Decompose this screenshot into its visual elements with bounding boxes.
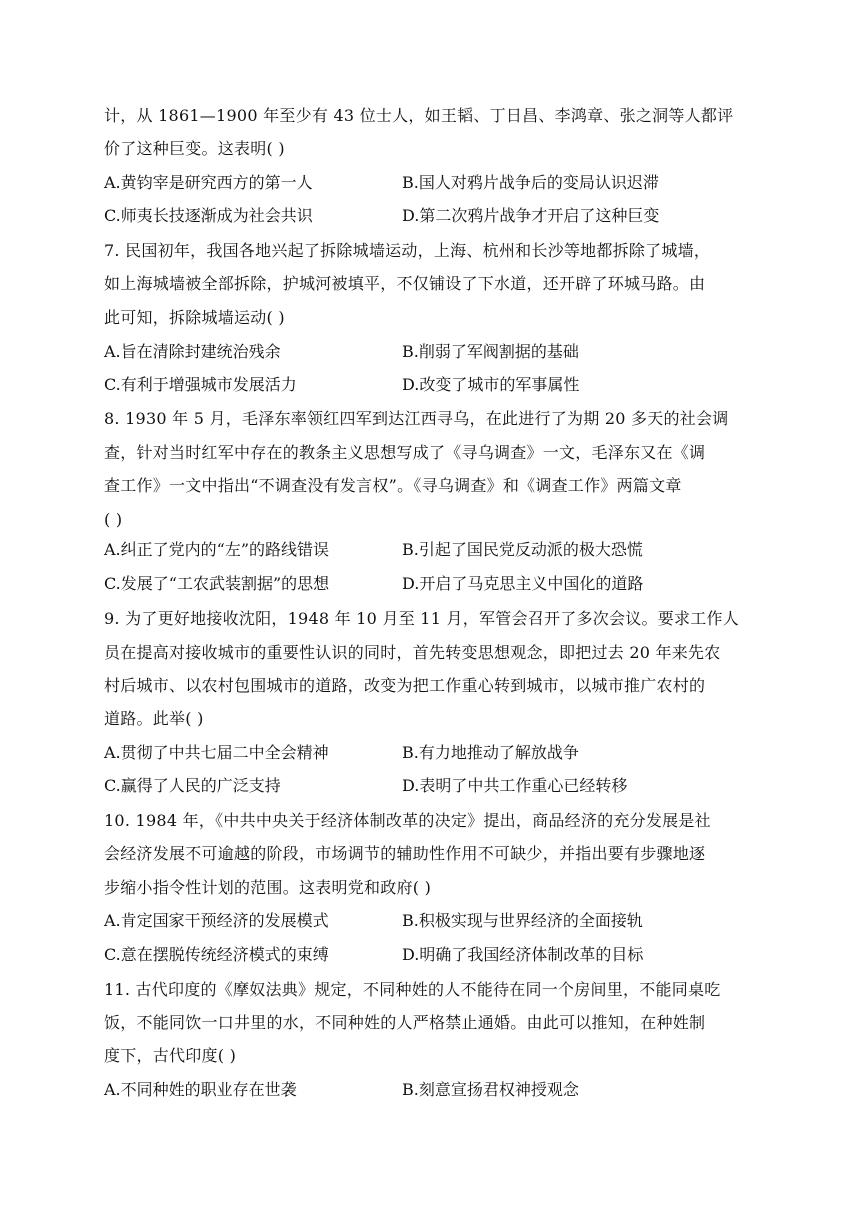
q10-stem-line: 会经济发展不可逾越的阶段，市场调节的辅助性作用不可缺少，并指出要有步骤地逐 (104, 844, 706, 863)
q10-stem-line: 10. 1984 年，《中共中央关于经济体制改革的决定》提出，商品经济的充分发展是社 (104, 811, 711, 830)
q11-option-a: A.不同种姓的职业存在世袭 (104, 1080, 297, 1099)
q6-stem-line: 价了这种巨变。这表明( ) (104, 139, 285, 158)
q11-option-b: B.刻意宣扬君权神授观念 (402, 1080, 579, 1099)
q8-option-c: C.发展了“工农武装割据”的思想 (104, 574, 330, 593)
q8-stem-line: 查工作》一文中指出“不调查没有发言权”。《寻乌调查》和《调查工作》两篇文章 (104, 476, 682, 495)
q10-option-d: D.明确了我国经济体制改革的目标 (402, 945, 644, 964)
q9-stem-line: 村后城市、以农村包围城市的道路，改变为把工作重心转到城市，以城市推广农村的 (104, 676, 706, 695)
q10-option-a: A.肯定国家干预经济的发展模式 (104, 911, 329, 930)
q9-stem-line: 9. 为了更好地接收沈阳，1948 年 10 月至 11 月，军管会召开了多次会议。要求工作人 (104, 609, 739, 628)
q11-stem-line: 饭，不能同饮一口井里的水，不同种姓的人严格禁止通婚。由此可以推知，在种姓制 (104, 1013, 706, 1032)
q7-stem-line: 此可知，拆除城墙运动( ) (104, 308, 285, 327)
q6-option-d: D.第二次鸦片战争才开启了这种巨变 (402, 206, 660, 225)
q6-option-a: A.黄钧宰是研究西方的第一人 (104, 173, 313, 192)
q7-option-c: C.有利于增强城市发展活力 (104, 375, 297, 394)
q9-option-d: D.表明了中共工作重心已经转移 (402, 776, 628, 795)
q9-stem-line: 道路。此举( ) (104, 709, 204, 728)
q10-stem-line: 步缩小指令性计划的范围。这表明党和政府( ) (104, 878, 432, 897)
q7-option-a: A.旨在清除封建统治残余 (104, 342, 281, 361)
q9-option-a: A.贯彻了中共七届二中全会精神 (104, 743, 329, 762)
q8-stem-line: ( ) (104, 510, 123, 529)
q9-option-b: B.有力地推动了解放战争 (402, 743, 579, 762)
q8-option-b: B.引起了国民党反动派的极大恐慌 (402, 540, 643, 559)
q8-stem-line: 8. 1930 年 5 月，毛泽东率领红四军到达江西寻乌，在此进行了为期 20 多天的社会调 (104, 409, 729, 428)
q8-option-d: D.开启了马克思主义中国化的道路 (402, 574, 644, 593)
q7-stem-line: 7. 民国初年，我国各地兴起了拆除城墙运动，上海、杭州和长沙等地都拆除了城墙， (104, 241, 711, 260)
q8-stem-line: 查，针对当时红军中存在的教条主义思想写成了《寻乌调查》一文，毛泽东又在《调 (104, 443, 706, 462)
q6-option-b: B.国人对鸦片战争后的变局认识迟滞 (402, 173, 659, 192)
q7-option-b: B.削弱了军阀割据的基础 (402, 342, 579, 361)
q11-stem-line: 11. 古代印度的《摩奴法典》规定，不同种姓的人不能待在同一个房间里，不能同桌吃 (104, 980, 721, 999)
q8-option-a: A.纠正了党内的“左”的路线错误 (104, 540, 330, 559)
q9-stem-line: 员在提高对接收城市的重要性认识的同时，首先转变思想观念，即把过去 20 年来先农 (104, 643, 721, 662)
q7-stem-line: 如上海城墙被全部拆除，护城河被填平，不仅铺设了下水道，还开辟了环城马路。由 (104, 274, 706, 293)
q10-option-b: B.积极实现与世界经济的全面接轨 (402, 911, 643, 930)
q7-option-d: D.改变了城市的军事属性 (402, 375, 580, 394)
q9-option-c: C.赢得了人民的广泛支持 (104, 776, 281, 795)
q6-stem-line: 计，从 1861—1900 年至少有 43 位士人，如王韬、丁日昌、李鸿章、张之洞等人都评 (104, 106, 734, 125)
q6-option-c: C.师夷长技逐渐成为社会共识 (104, 206, 313, 225)
q10-option-c: C.意在摆脱传统经济模式的束缚 (104, 945, 329, 964)
q11-stem-line: 度下，古代印度( ) (104, 1046, 237, 1065)
